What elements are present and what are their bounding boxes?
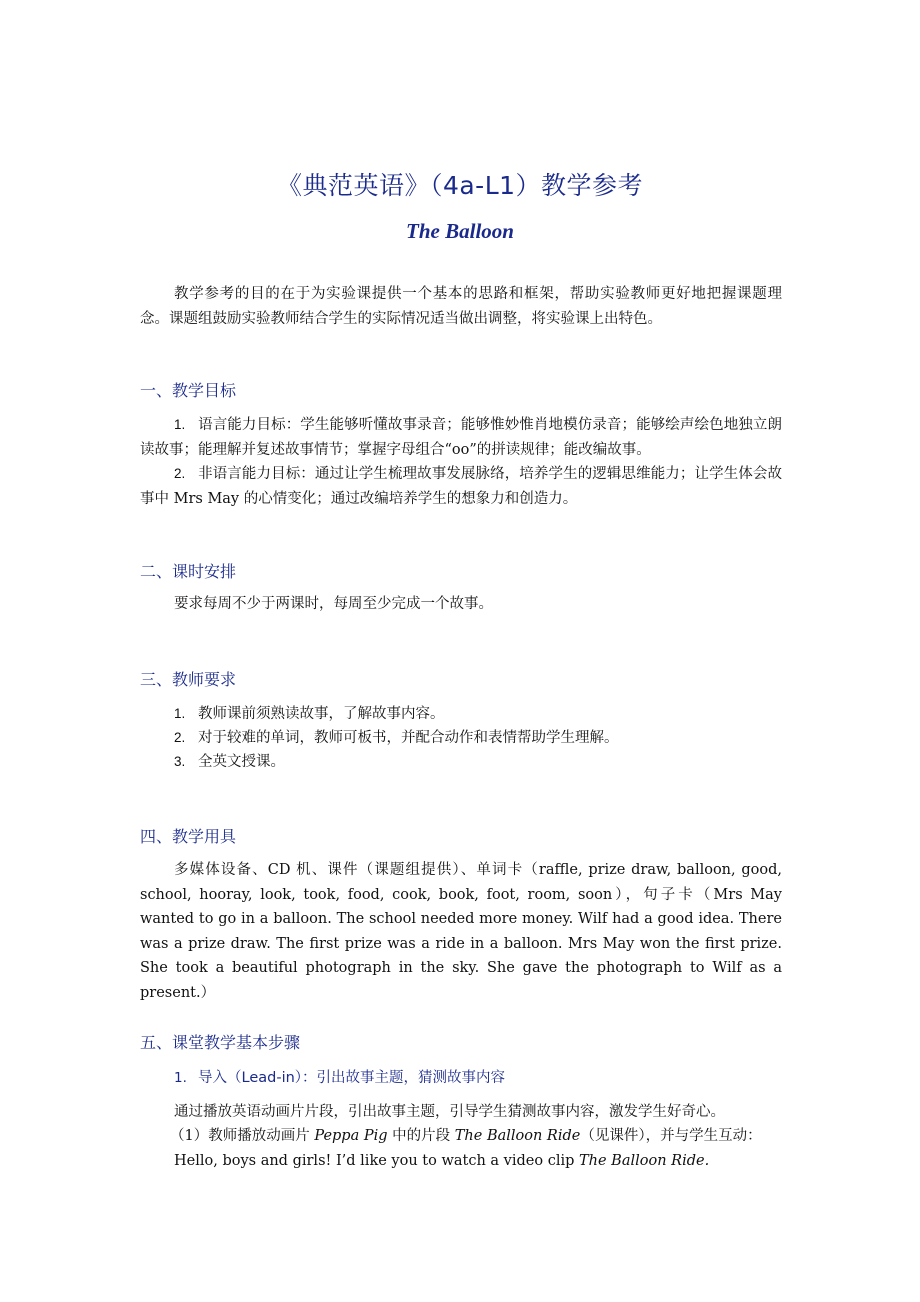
list-item-number: 1. xyxy=(174,706,186,721)
list-item-number: 2. xyxy=(174,730,186,745)
list-item-text: 全英文授课。 xyxy=(198,754,285,770)
list-item-text: 非语言能力目标：通过让学生梳理故事发展脉络，培养学生的逻辑思维能力；让学生体会故事中 Mrs May 的心情变化；通过改编培养学生的想象力和创造力。 xyxy=(140,466,782,507)
list-item xyxy=(174,750,285,775)
text-run: 中的片段 xyxy=(387,1128,455,1144)
italic-title: Peppa Pig xyxy=(314,1128,388,1144)
list-item xyxy=(140,413,782,462)
section-heading-steps: 五、课堂教学基本步骤 xyxy=(140,1033,301,1052)
list-item-text: 教师课前须熟读故事，了解故事内容。 xyxy=(198,706,445,722)
step-line-2 xyxy=(170,1124,790,1149)
step-line-3 xyxy=(174,1149,794,1174)
intro-paragraph: 教学参考的目的在于为实验课提供一个基本的思路和框架，帮助实验教师更好地把握课题理念。课题组鼓励实验教师结合学生的实际情况适当做出调整，将实验课上出特色。 xyxy=(140,286,782,327)
list-item-number: 3. xyxy=(174,754,186,769)
tools-paragraph: 多媒体设备、CD 机、课件（课题组提供）、单词卡（raffle, prize draw, balloon, good, school, hooray, look, took, food, cook, book, foot, room, soon），句子卡（Mrs May wanted to go in a balloon. The school needed more money. Wilf had a good idea. There was a prize draw. The first prize was a ride in a balloon. Mrs May won the first prize. She took a beautiful photograph in the sky. She gave the photograph to Wilf as a present.） xyxy=(140,862,782,1001)
step-subheading xyxy=(174,1066,505,1087)
list-item xyxy=(174,702,445,727)
schedule-text: 要求每周不少于两课时，每周至少完成一个故事。 xyxy=(174,596,493,612)
italic-title: The Balloon Ride. xyxy=(578,1153,710,1169)
text-run: （见课件），并与学生互动： xyxy=(580,1128,762,1144)
italic-title: The Balloon Ride xyxy=(454,1128,581,1144)
text-run: （1）教师播放动画片 xyxy=(170,1128,315,1144)
section-heading-tools: 四、教学用具 xyxy=(140,827,237,846)
list-item-number: 1. xyxy=(174,417,186,432)
step-line-1: 通过播放英语动画片片段，引出故事主题，引导学生猜测故事内容，激发学生好奇心。 xyxy=(174,1104,725,1120)
step-number: 1. xyxy=(174,1070,187,1086)
section-heading-goals: 一、教学目标 xyxy=(140,381,237,400)
list-item xyxy=(140,462,782,511)
step-title: 导入（Lead-in）：引出故事主题，猜测故事内容 xyxy=(198,1070,506,1086)
list-item-text: 对于较难的单词，教师可板书，并配合动作和表情帮助学生理解。 xyxy=(198,730,619,746)
text-run: Hello, boys and girls! I’d like you to watch a video clip xyxy=(174,1153,579,1169)
list-item-text: 语言能力目标：学生能够听懂故事录音；能够惟妙惟肖地模仿录音；能够绘声绘色地独立朗读故事；能理解并复述故事情节；掌握字母组合“oo”的拼读规律；能改编故事。 xyxy=(140,417,782,458)
document-title: 《典范英语》（4a-L1）教学参考 xyxy=(276,171,644,200)
document-subtitle: The Balloon xyxy=(406,219,514,243)
section-heading-schedule: 二、课时安排 xyxy=(140,562,237,581)
list-item xyxy=(174,726,619,751)
section-heading-teacher: 三、教师要求 xyxy=(140,670,237,689)
list-item-number: 2. xyxy=(174,466,186,481)
